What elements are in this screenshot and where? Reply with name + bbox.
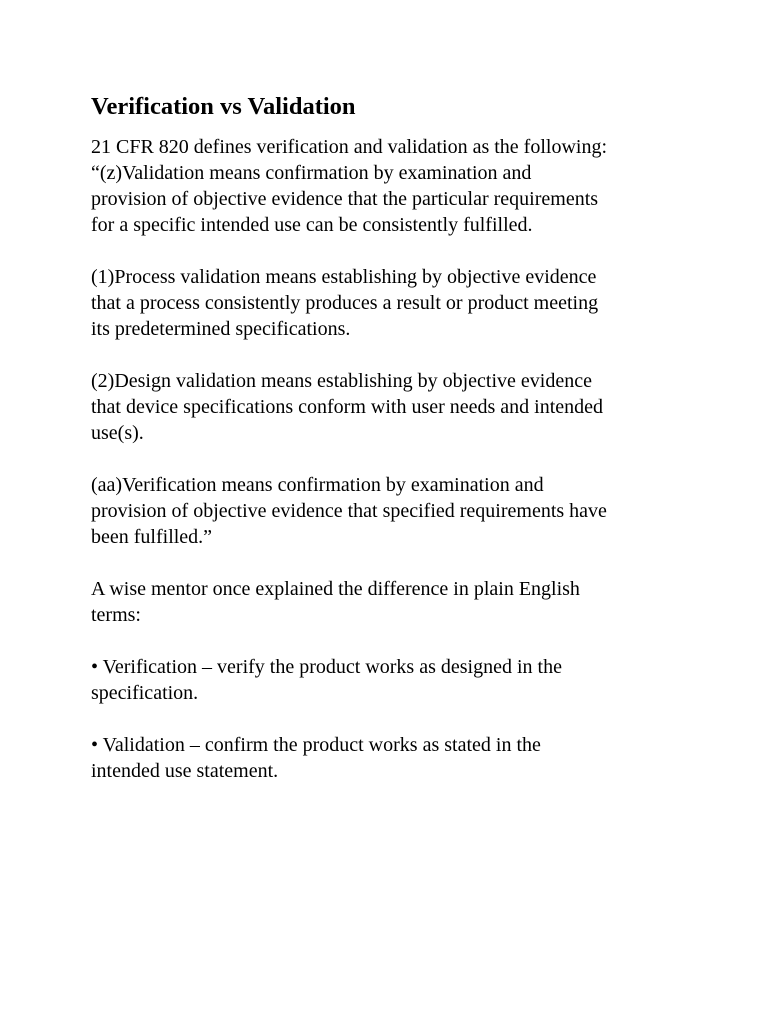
bullet-verification: • Verification – verify the product works as designed in the specification. bbox=[91, 656, 562, 704]
page-title: Verification vs Validation bbox=[91, 93, 356, 120]
paragraph-cfr-intro: 21 CFR 820 defines verification and validation as the following: “(z)Validation means confirmation by examination and provision of objective evidence that the particular requirements for a specific intended use can be consistently fulfilled. bbox=[91, 136, 608, 236]
document-body bbox=[91, 92, 691, 810]
paragraph-process-validation: (1)Process validation means establishing by objective evidence that a process consistently produces a result or product meeting its predetermined specifications. bbox=[91, 266, 599, 340]
paragraph-verification-definition: (aa)Verification means confirmation by examination and provision of objective evidence that specified requirements have been fulfilled.” bbox=[91, 474, 607, 548]
paragraph-mentor-intro: A wise mentor once explained the difference in plain English terms: bbox=[91, 578, 580, 626]
paragraph-design-validation: (2)Design validation means establishing by objective evidence that device specifications conform with user needs and intended use(s). bbox=[91, 370, 604, 444]
bullet-validation: • Validation – confirm the product works as stated in the intended use statement. bbox=[91, 734, 541, 782]
